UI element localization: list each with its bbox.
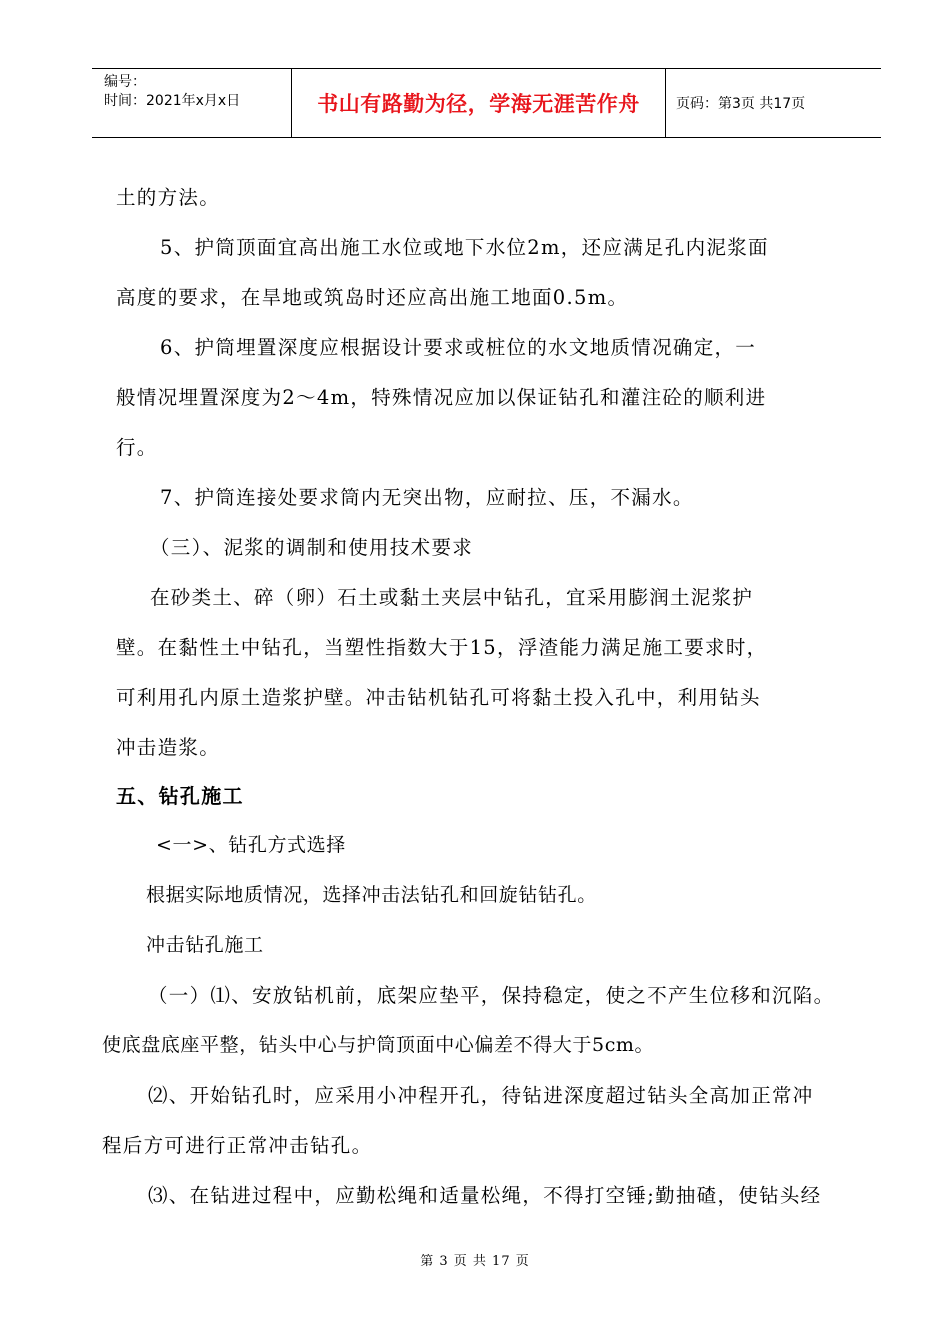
paragraph-line: 6、护筒埋置深度应根据设计要求或桩位的水文地质情况确定，一 (160, 336, 757, 359)
header-page-cell (666, 69, 881, 137)
paragraph-line: 高度的要求，在旱地或筑岛时还应高出施工地面0.5m。 (116, 286, 629, 309)
paragraph-line: 可利用孔内原土造浆护壁。冲击钻机钻孔可将黏土投入孔中，利用钻头 (116, 686, 761, 709)
header-page-number: 页码：第3页 共17页 (676, 96, 806, 112)
header-motto-cell (292, 69, 666, 137)
paragraph-line: 冲击造浆。 (116, 736, 221, 759)
section-subheading: （三）、泥浆的调制和使用技术要求 (150, 536, 474, 559)
paragraph-line: 般情况埋置深度为2～4m，特殊情况应加以保证钻孔和灌注砼的顺利进 (116, 386, 767, 409)
section-subheading: 冲击钻孔施工 (146, 934, 264, 956)
paragraph-line: 在砂类土、碎（卵）石土或黏土夹层中钻孔，宜采用膨润土泥浆护 (150, 586, 754, 609)
paragraph-line: 行。 (116, 436, 158, 459)
document-number-label: 编号： (104, 74, 146, 90)
paragraph-line: 根据实际地质情况，选择冲击法钻孔和回旋钻钻孔。 (146, 884, 597, 906)
document-time-label: 时间：2021年x月x日 (104, 93, 241, 109)
paragraph-line: 程后方可进行正常冲击钻孔。 (102, 1134, 373, 1157)
paragraph-line: 使底盘底座平整，钻头中心与护筒顶面中心偏差不得大于5cm。 (102, 1034, 655, 1056)
paragraph-line: ⑶、在钻进过程中，应勤松绳和适量松绳，不得打空锤;勤抽碴，使钻头经 (148, 1184, 822, 1207)
header-motto: 书山有路勤为径，学海无涯苦作舟 (317, 92, 640, 116)
paragraph-line: 5、护筒顶面宜高出施工水位或地下水位2m，还应满足孔内泥浆面 (160, 236, 769, 259)
section-heading: 五、钻孔施工 (116, 784, 244, 808)
paragraph-line: 7、护筒连接处要求筒内无突出物，应耐拉、压，不漏水。 (160, 486, 694, 509)
paragraph-line: 土的方法。 (116, 186, 221, 209)
page-footer: 第 3 页 共 17 页 (420, 1254, 530, 1269)
header-meta (92, 69, 292, 137)
paragraph-line: 壁。在黏性土中钻孔，当塑性指数大于15，浮渣能力满足施工要求时， (116, 636, 768, 659)
section-subheading: <一>、钻孔方式选择 (156, 834, 346, 856)
page-header (92, 68, 881, 138)
paragraph-line: （一）⑴、安放钻机前，底架应垫平，保持稳定，使之不产生位移和沉陷。 (148, 984, 835, 1007)
paragraph-line: ⑵、开始钻孔时，应采用小冲程开孔，待钻进深度超过钻头全高加正常冲 (148, 1084, 814, 1107)
